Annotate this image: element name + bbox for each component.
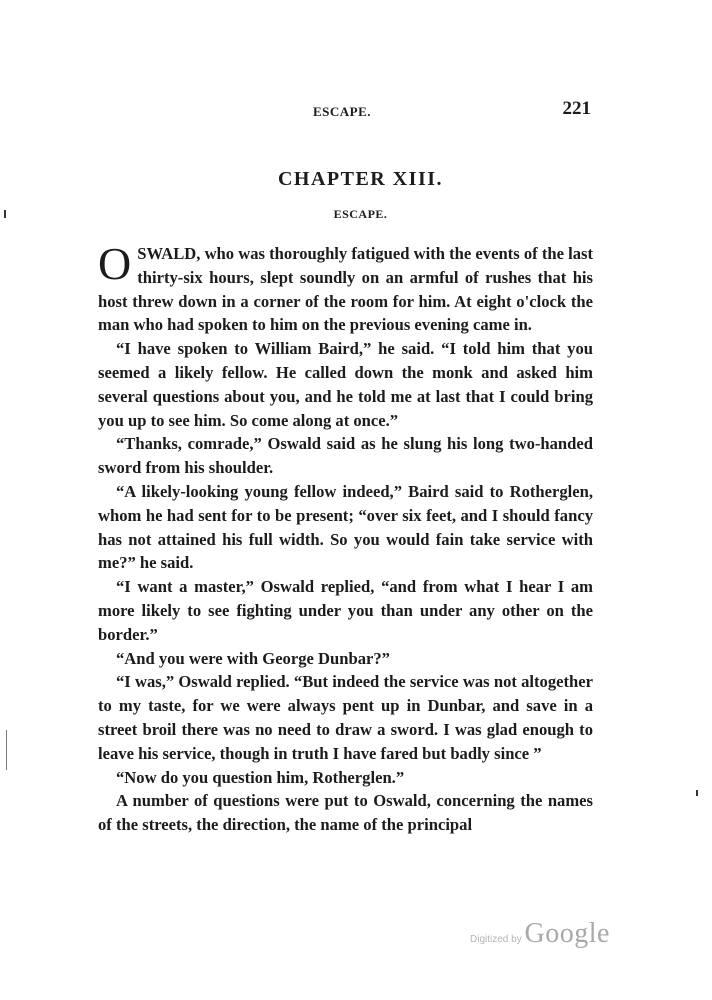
paragraph: “And you were with George Dunbar?” [116, 648, 390, 668]
paragraph: “I was,” Oswald replied. “But indeed the service was not altogether to my taste, for we were always pent up in Dunbar, and save in a street broil there was no need to draw a sword. I was glad enough to leave his service, though in truth I have fared but badly since ” [98, 672, 593, 763]
paragraph [98, 238, 593, 337]
margin-mark-right [696, 790, 698, 796]
paragraph-text: SWALD, who was thoroughly fatigued with the events of the last thirty-six hours, slept soundly on an armful of rushes that his host threw down in a corner of the room for him. At eight o'clock the man who had spoken to him on the previous evening came in. [98, 244, 593, 335]
margin-mark-left-1 [4, 210, 6, 218]
digitized-watermark [470, 918, 610, 950]
paragraph: “I have spoken to William Baird,” he said. “I told him that you seemed a likely fellow. He called down the monk and asked him several questions about you, and he told me at last that I could bring you up to see him. So come along at once.” [98, 339, 593, 430]
running-head [98, 98, 593, 128]
body-text [98, 238, 593, 837]
paragraph: “I want a master,” Oswald replied, “and from what I hear I am more likely to see fighting under you than under any other on the border.” [98, 577, 593, 644]
running-title: ESCAPE. [313, 104, 372, 119]
margin-mark-left-2 [6, 730, 7, 770]
drop-cap: O [98, 238, 132, 289]
chapter-heading: CHAPTER XIII. [277, 168, 444, 190]
watermark-prefix: Digitized by [470, 934, 522, 945]
paragraph: A number of questions were put to Oswald, concerning the names of the streets, the direction, the name of the principal [98, 791, 593, 835]
paragraph: “A likely-looking young fellow indeed,” Baird said to Rotherglen, whom he had sent for to be present; “over six feet, and I should fancy has not attained his full width. So you would fain take service with me?” he said. [98, 481, 593, 573]
paragraph: “Now do you question him, Rotherglen.” [116, 767, 405, 787]
page-number: 221 [562, 98, 591, 119]
paragraph: “Thanks, comrade,” Oswald said as he slung his long two-handed sword from his shoulder. [98, 434, 593, 478]
watermark-brand: Google [524, 918, 610, 949]
chapter-subtitle: ESCAPE. [333, 207, 388, 221]
book-page [98, 98, 593, 837]
